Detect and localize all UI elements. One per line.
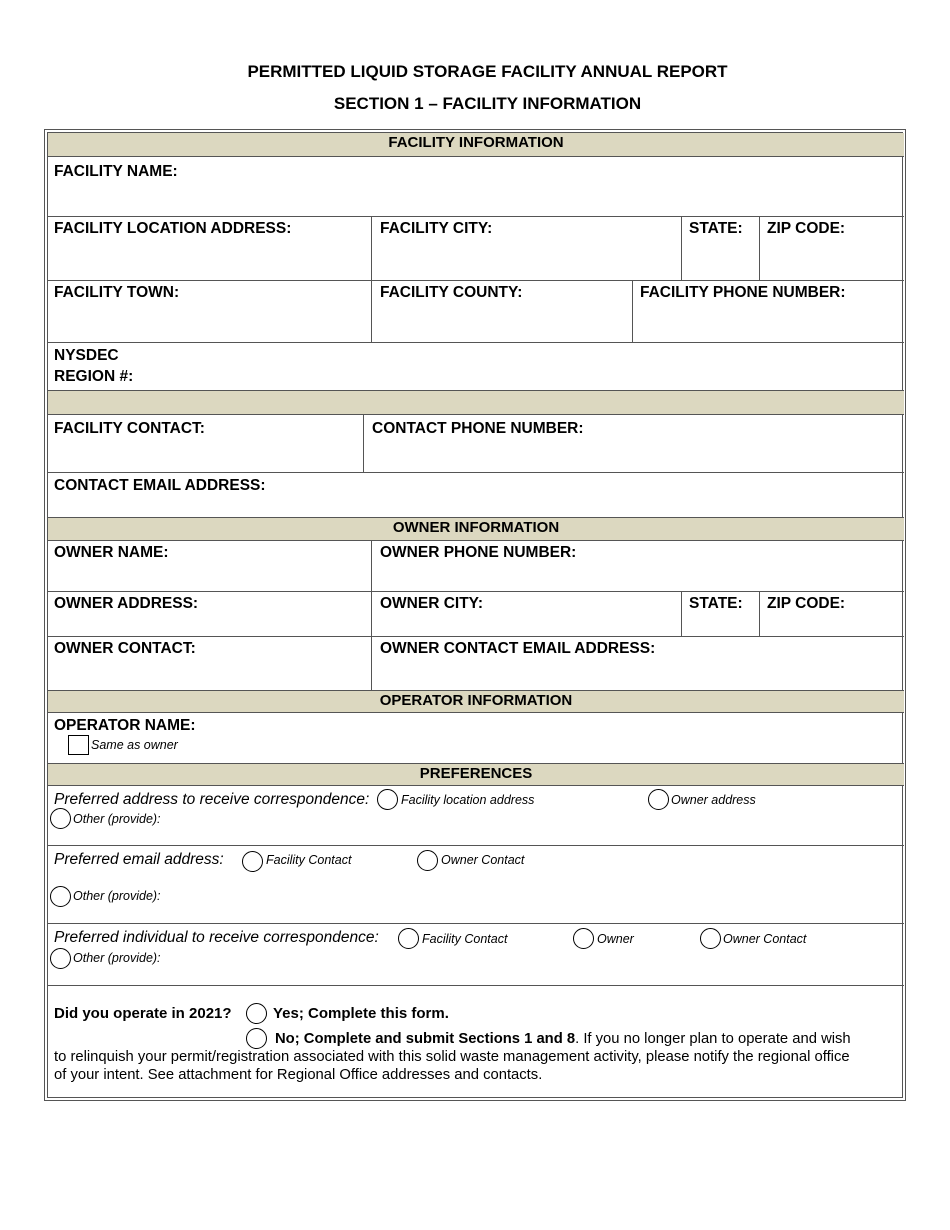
operate-no-radio[interactable] — [246, 1028, 267, 1049]
facility-zip-label: ZIP CODE: — [767, 220, 846, 237]
email-other-option: Other (provide): — [73, 889, 161, 903]
divider — [48, 985, 904, 986]
nysdec-label: NYSDEC — [54, 347, 119, 364]
operate-yes-label: Yes; Complete this form. — [273, 1005, 449, 1022]
divider — [371, 541, 372, 690]
owner-name-label: OWNER NAME: — [54, 544, 169, 561]
divider — [681, 216, 682, 280]
email-owner-contact-radio[interactable] — [417, 850, 438, 871]
preferences-header: PREFERENCES — [48, 763, 904, 786]
facility-form — [44, 129, 906, 1101]
operate-question: Did you operate in 2021? — [54, 1005, 232, 1022]
operate-no-bold: No; Complete and submit Sections 1 and 8 — [275, 1031, 576, 1047]
operate-yes-radio[interactable] — [246, 1003, 267, 1024]
divider — [363, 415, 364, 472]
divider — [48, 923, 904, 924]
preferred-individual-question: Preferred individual to receive correspondence: — [54, 929, 379, 946]
owner-state-label: STATE: — [689, 595, 743, 612]
divider — [48, 636, 904, 637]
facility-location-address-option: Facility location address — [401, 793, 535, 807]
divider — [48, 216, 904, 217]
email-owner-contact-option: Owner Contact — [441, 853, 525, 867]
address-other-option: Other (provide): — [73, 812, 161, 826]
individual-owner-radio[interactable] — [573, 928, 594, 949]
operate-no-rest: . If you no longer plan to operate and wish — [575, 1031, 851, 1047]
owner-contact-label: OWNER CONTACT: — [54, 640, 196, 657]
email-other-radio[interactable] — [50, 886, 71, 907]
operate-no-line3: of your intent. See attachment for Regional Office addresses and contacts. — [54, 1067, 543, 1083]
form-title: PERMITTED LIQUID STORAGE FACILITY ANNUAL REPORT — [247, 62, 728, 81]
divider — [48, 342, 904, 343]
divider — [48, 472, 904, 473]
divider — [681, 591, 682, 636]
form-body — [47, 132, 903, 1098]
owner-phone-label: OWNER PHONE NUMBER: — [380, 544, 577, 561]
region-number-label: REGION #: — [54, 368, 134, 385]
owner-city-label: OWNER CITY: — [380, 595, 484, 612]
individual-owner-contact-option: Owner Contact — [723, 932, 807, 946]
owner-information-header: OWNER INFORMATION — [48, 517, 904, 541]
facility-name-label: FACILITY NAME: — [54, 163, 178, 180]
divider — [632, 280, 633, 342]
individual-facility-contact-radio[interactable] — [398, 928, 419, 949]
divider — [48, 845, 904, 846]
facility-location-address-radio[interactable] — [377, 789, 398, 810]
divider — [48, 280, 904, 281]
contact-phone-label: CONTACT PHONE NUMBER: — [372, 420, 584, 437]
owner-zip-label: ZIP CODE: — [767, 595, 846, 612]
divider — [759, 216, 760, 280]
divider — [48, 591, 904, 592]
divider — [759, 591, 760, 636]
facility-phone-label: FACILITY PHONE NUMBER: — [640, 284, 846, 301]
same-as-owner-checkbox[interactable] — [68, 735, 89, 755]
preferred-email-question: Preferred email address: — [54, 851, 224, 868]
preferred-address-question: Preferred address to receive correspondence: — [54, 791, 370, 808]
individual-owner-option: Owner — [597, 932, 634, 946]
divider — [371, 216, 372, 342]
email-facility-contact-option: Facility Contact — [266, 853, 352, 867]
same-as-owner-label: Same as owner — [91, 738, 178, 752]
facility-location-address-label: FACILITY LOCATION ADDRESS: — [54, 220, 292, 237]
facility-information-header: FACILITY INFORMATION — [48, 133, 904, 157]
email-facility-contact-radio[interactable] — [242, 851, 263, 872]
owner-contact-email-label: OWNER CONTACT EMAIL ADDRESS: — [380, 640, 656, 657]
owner-address-option: Owner address — [671, 793, 756, 807]
individual-other-radio[interactable] — [50, 948, 71, 969]
operate-no-line1 — [275, 1030, 851, 1048]
owner-address-radio[interactable] — [648, 789, 669, 810]
facility-town-label: FACILITY TOWN: — [54, 284, 180, 301]
individual-owner-contact-radio[interactable] — [700, 928, 721, 949]
facility-city-label: FACILITY CITY: — [380, 220, 493, 237]
operator-information-header: OPERATOR INFORMATION — [48, 690, 904, 713]
facility-contact-label: FACILITY CONTACT: — [54, 420, 205, 437]
individual-other-option: Other (provide): — [73, 951, 161, 965]
facility-state-label: STATE: — [689, 220, 743, 237]
address-other-radio[interactable] — [50, 808, 71, 829]
owner-address-label: OWNER ADDRESS: — [54, 595, 199, 612]
operator-name-label: OPERATOR NAME: — [54, 717, 196, 734]
blank-band — [48, 390, 904, 415]
individual-facility-contact-option: Facility Contact — [422, 932, 508, 946]
section-title: SECTION 1 – FACILITY INFORMATION — [333, 94, 642, 113]
operate-no-line2: to relinquish your permit/registration associated with this solid waste management activity, please notify the regional office — [54, 1049, 850, 1065]
facility-county-label: FACILITY COUNTY: — [380, 284, 523, 301]
contact-email-label: CONTACT EMAIL ADDRESS: — [54, 477, 266, 494]
